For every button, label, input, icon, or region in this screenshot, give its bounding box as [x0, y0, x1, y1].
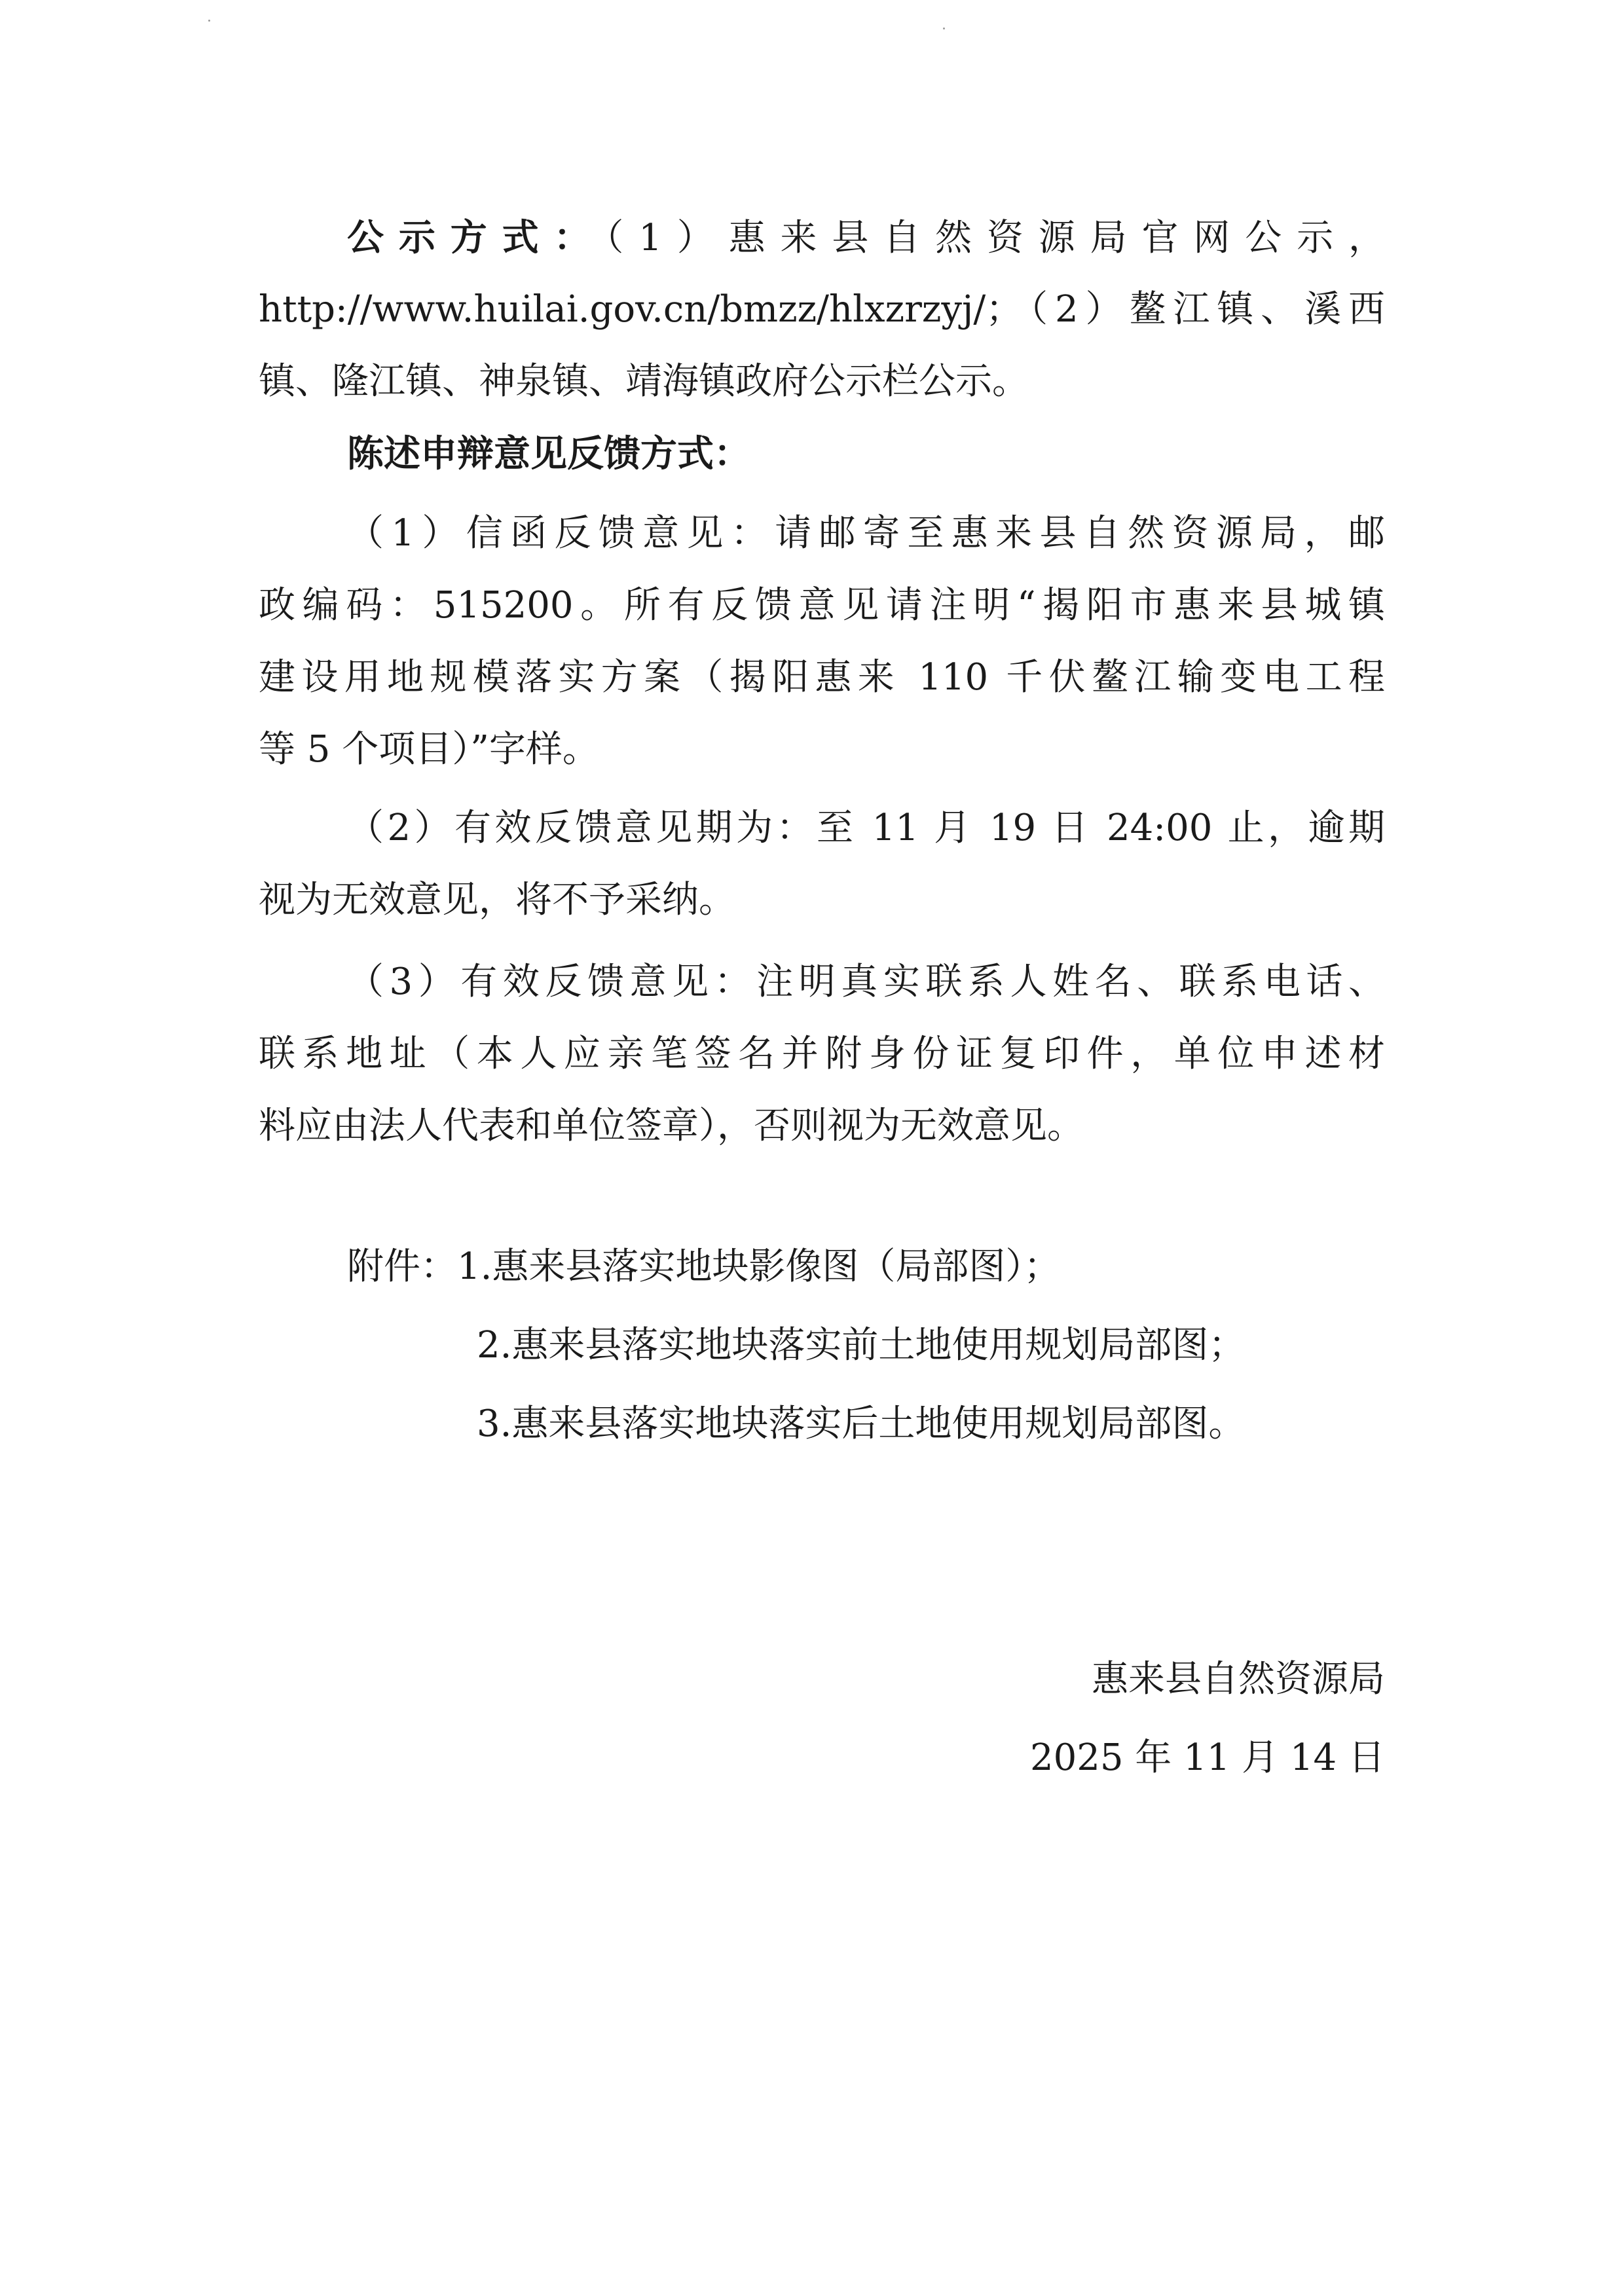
notice-text: （1）惠来县自然资源局官网公示， — [605, 217, 1385, 259]
feedback-item2-line-1: （2）有效反馈意见期为：至 11 月 19 日 24:00 止，逾期 — [347, 807, 1385, 849]
signature-organization: 惠来县自然资源局 — [1092, 1658, 1385, 1700]
attachment-item-2: 2.惠来县落实地块落实前土地使用规划局部图； — [477, 1324, 1246, 1367]
feedback-item1-line-1: （1）信函反馈意见：请邮寄至惠来县自然资源局，邮 — [347, 512, 1385, 555]
feedback-item3-line-3: 料应由法人代表和单位签章），否则视为无效意见。 — [259, 1105, 1084, 1147]
feedback-item1-line-2: 政编码：515200。所有反馈意见请注明“揭阳市惠来县城镇 — [259, 584, 1385, 627]
notice-line-3: 镇、隆江镇、神泉镇、靖海镇政府公示栏公示。 — [259, 360, 1029, 403]
notice-label: 公示方式： — [347, 216, 606, 259]
feedback-item3-line-1: （3）有效反馈意见：注明真实联系人姓名、联系电话、 — [347, 961, 1385, 1003]
feedback-item1-line-3: 建设用地规模落实方案（揭阳惠来 110 千伏鳌江输变电工程 — [259, 656, 1385, 699]
attachment-item-3: 3.惠来县落实地块落实后土地使用规划局部图。 — [477, 1403, 1246, 1445]
feedback-item1-line-4: 等 5 个项目）”字样。 — [259, 728, 599, 771]
notice-line-1 — [347, 208, 1385, 268]
scan-speck — [943, 28, 945, 29]
attachment-label: 附件： — [347, 1245, 457, 1288]
attachment-item-1: 1.惠来县落实地块影像图（局部图）； — [457, 1245, 1061, 1288]
scan-speck — [208, 20, 210, 22]
feedback-item2-line-2: 视为无效意见，将不予采纳。 — [259, 879, 735, 921]
signature-date: 2025 年 11 月 14 日 — [1029, 1736, 1385, 1779]
attachment-line-1 — [347, 1238, 1060, 1296]
notice-line-2: http://www.huilai.gov.cn/bmzz/hlxzrzyj/；（2）鳌江镇、溪西 — [259, 288, 1385, 331]
feedback-item3-line-2: 联系地址（本人应亲笔签名并附身份证复印件，单位申述材 — [259, 1033, 1385, 1075]
feedback-heading: 陈述申辩意见反馈方式： — [347, 432, 750, 475]
